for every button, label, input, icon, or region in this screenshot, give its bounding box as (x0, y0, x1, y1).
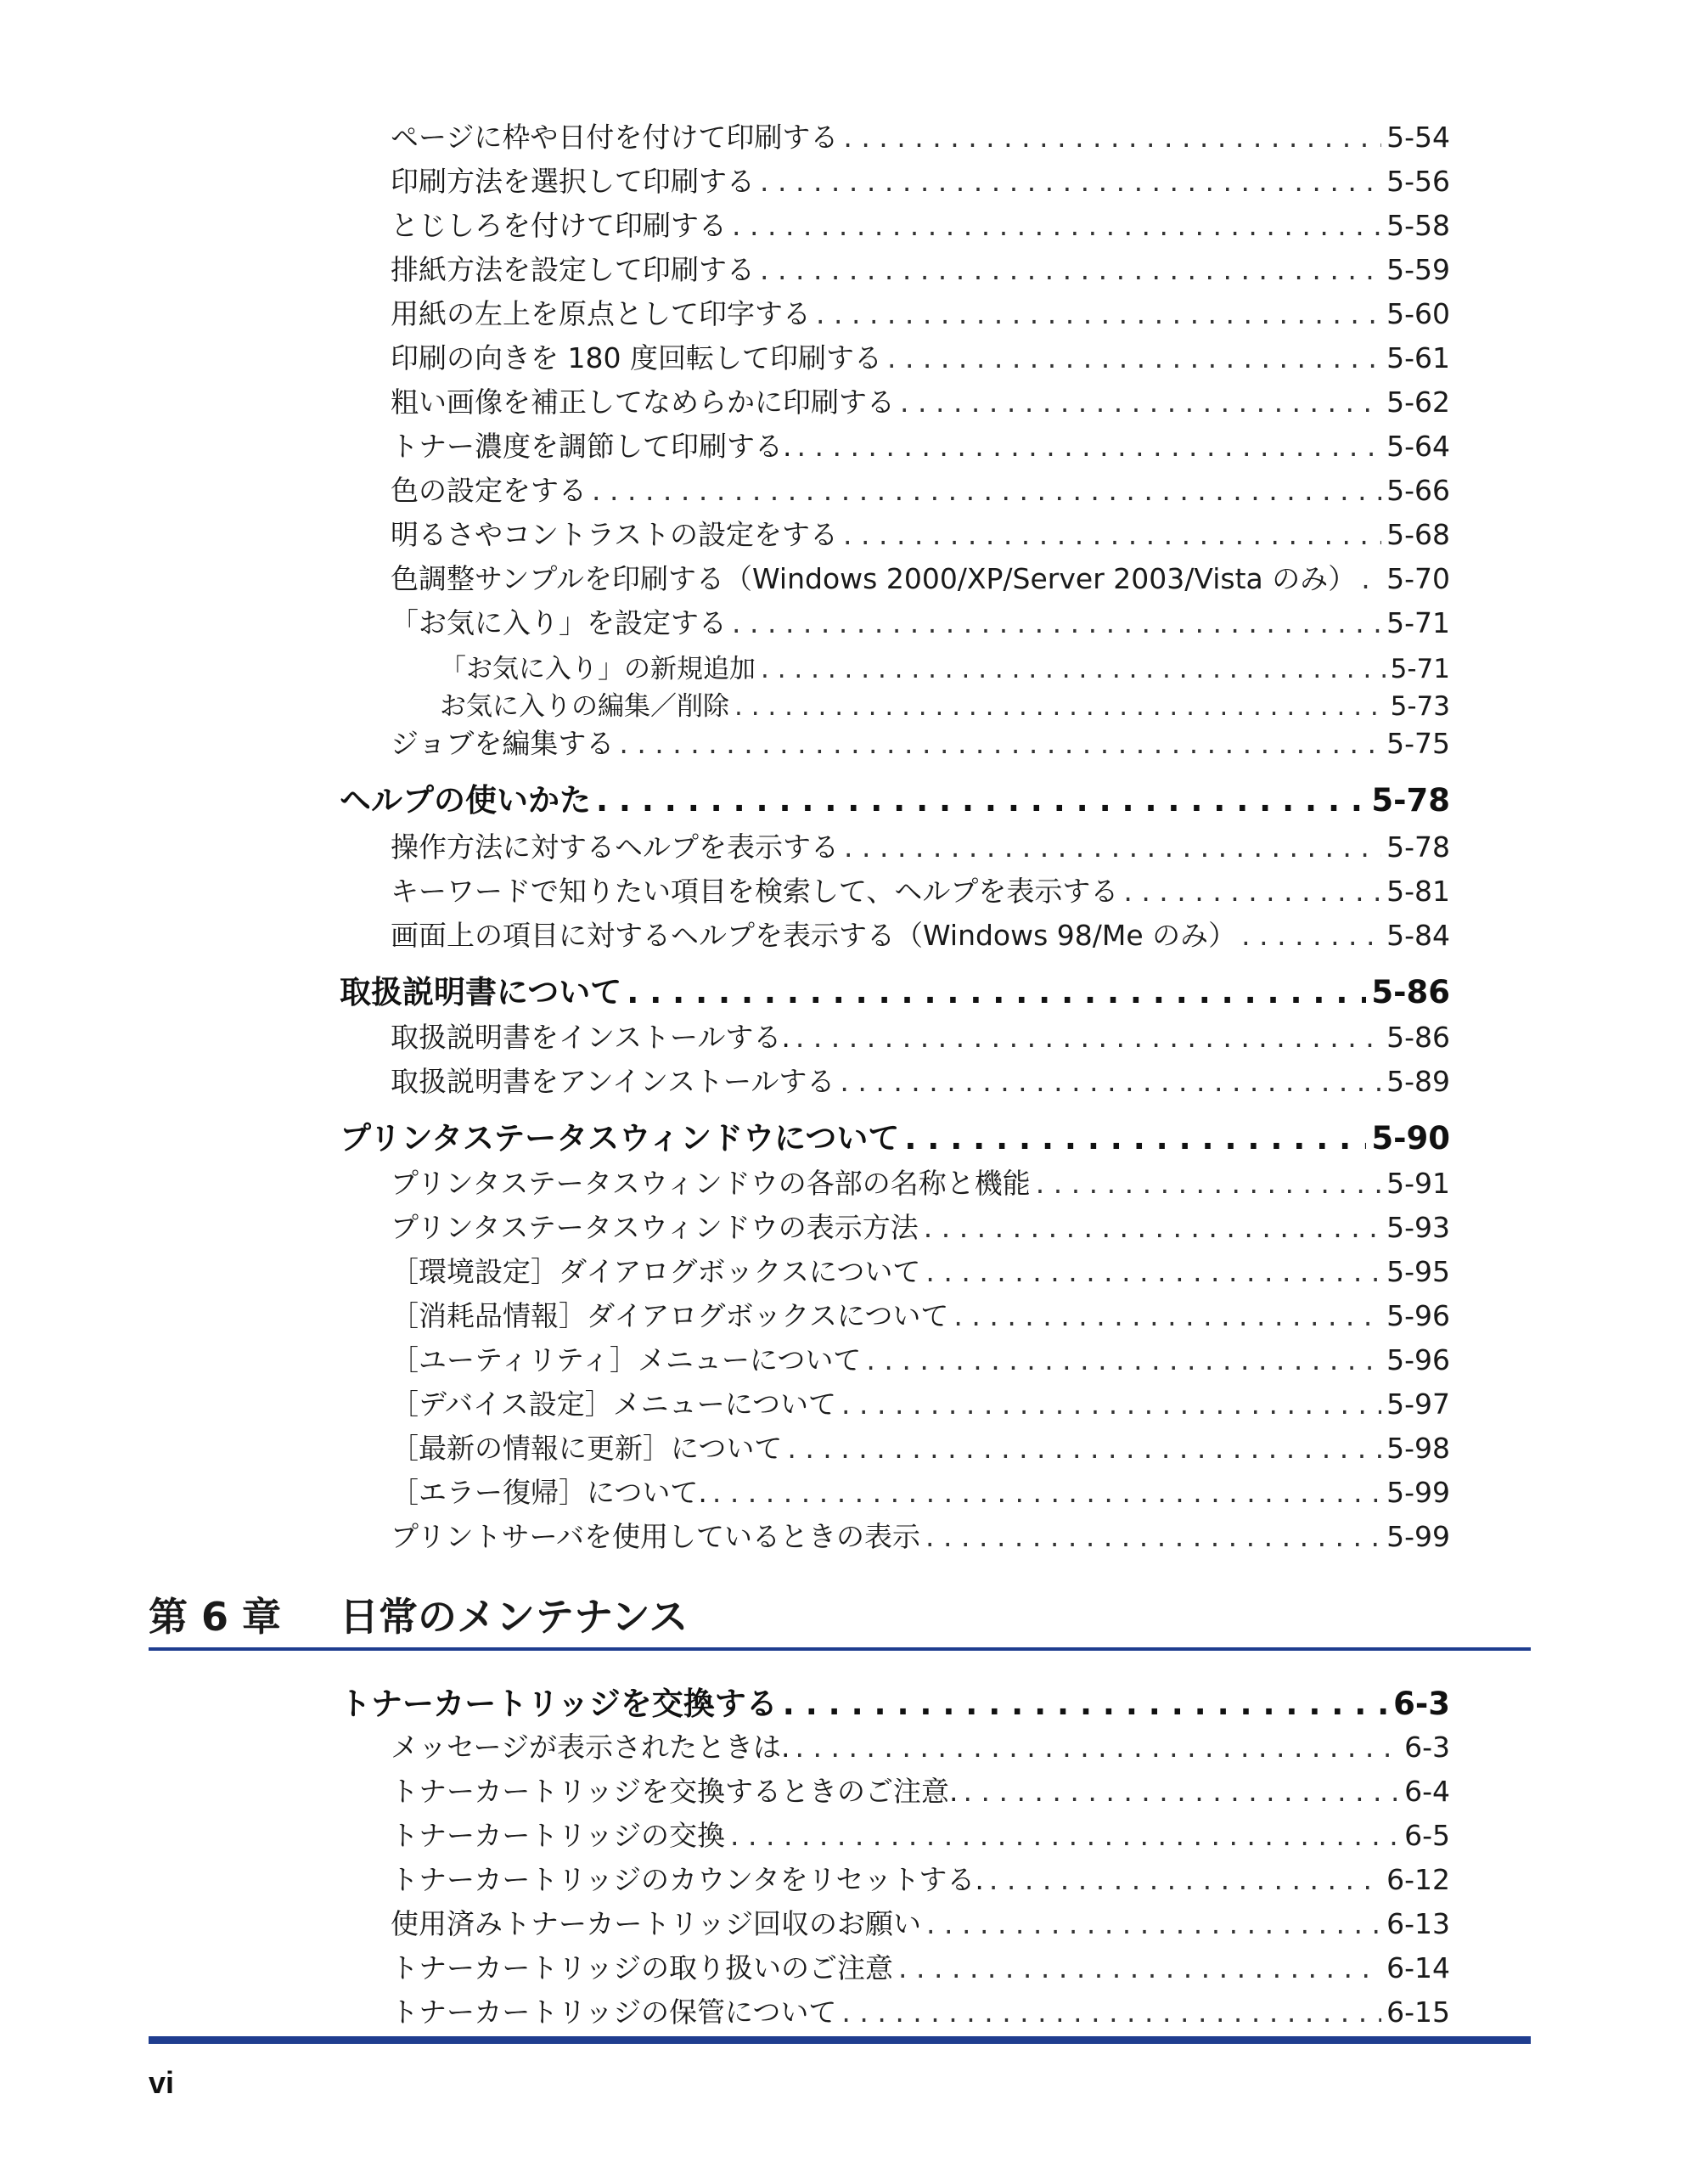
toc-entry-page: 5-98 (1386, 1432, 1450, 1464)
toc-entry-page: 5-96 (1386, 1343, 1450, 1376)
dot-leader (797, 430, 1382, 462)
toc-entry-title: 「お気に入り」の新規追加 (440, 654, 756, 681)
dot-leader (887, 341, 1381, 374)
toc-subentry[interactable] (440, 684, 1450, 718)
toc-section-page: 5-78 (1371, 782, 1450, 817)
toc-entry[interactable] (391, 1725, 1450, 1763)
toc-entry-page: 5-62 (1386, 386, 1450, 418)
toc-entry-page: 5-78 (1386, 830, 1450, 863)
toc-entry[interactable] (391, 914, 1450, 951)
toc-entry[interactable] (391, 1814, 1450, 1851)
toc-section-page: 5-86 (1371, 974, 1450, 1009)
toc-entry-page: 5-84 (1386, 919, 1450, 951)
chapter-number: 第 6 章 (149, 1594, 282, 1640)
toc-entry-page: 5-56 (1386, 165, 1450, 197)
toc-entry-title: 色調整サンプルを印刷する（Windows 2000/XP/Server 2003/Vista のみ） (391, 562, 1357, 594)
toc-section[interactable] (340, 1678, 1450, 1720)
toc-entry-title: プリンタステータスウィンドウの表示方法 (391, 1211, 919, 1243)
toc-entry-page: 6-14 (1386, 1951, 1450, 1984)
dot-leader (841, 1995, 1381, 2028)
dot-leader (730, 1819, 1399, 1851)
toc-entry-title: 使用済みトナーカートリッジ回収のお願い (391, 1907, 922, 1939)
dot-leader (1123, 875, 1381, 907)
toc-entry-page: 6-15 (1386, 1995, 1450, 2028)
toc-section-title: 取扱説明書について (340, 974, 622, 1009)
toc-entry[interactable] (391, 1294, 1450, 1331)
toc-entry-title: トナーカートリッジのカウンタをリセットする. (391, 1863, 984, 1895)
toc-entry-page: 5-66 (1386, 474, 1450, 506)
toc-entry-title: メッセージが表示されたときは. (391, 1731, 790, 1763)
toc-section-page: 5-90 (1371, 1120, 1450, 1155)
toc-section-title: トナーカートリッジを交換する (340, 1686, 778, 1720)
toc-entry[interactable] (391, 870, 1450, 907)
dot-leader (964, 1775, 1400, 1807)
toc-entry[interactable] (391, 825, 1450, 863)
dot-leader (1036, 1167, 1381, 1199)
toc-entry-title: とじしろを付けて印刷する (391, 209, 727, 241)
toc-entry[interactable] (391, 469, 1450, 506)
toc-entry[interactable] (391, 1206, 1450, 1243)
toc-entry-page: 6-12 (1386, 1863, 1450, 1895)
toc-section[interactable] (340, 966, 1450, 1009)
toc-entry[interactable] (391, 1946, 1450, 1984)
toc-section-page: 6-3 (1393, 1686, 1450, 1720)
toc-entry-page: 6-4 (1404, 1775, 1450, 1807)
toc-entry-page: 5-59 (1386, 253, 1450, 285)
toc-entry[interactable] (391, 380, 1450, 418)
toc-entry-title: 操作方法に対するヘルプを表示する (391, 830, 839, 863)
dot-leader (924, 1211, 1381, 1243)
toc-entry-title: ［環境設定］ダイアログボックスについて (391, 1255, 921, 1287)
page-number: vi (149, 2065, 175, 2100)
dot-leader (843, 121, 1381, 153)
dot-leader (840, 1065, 1381, 1097)
dot-leader (1361, 562, 1381, 594)
toc-section[interactable] (340, 774, 1450, 817)
dot-leader (866, 1343, 1381, 1376)
dot-leader (900, 386, 1381, 418)
toc-entry-page: 5-71 (1390, 654, 1450, 681)
toc-entry-page: 5-70 (1386, 562, 1450, 594)
toc-entry-title: ページに枠や日付を付けて印刷する (391, 121, 839, 153)
dot-leader (627, 974, 1366, 1009)
toc-entry-page: 6-5 (1404, 1819, 1450, 1851)
toc-entry[interactable] (391, 722, 1450, 759)
toc-entry-title: 取扱説明書をインストールする. (391, 1021, 790, 1053)
toc-entry-title: ジョブを編集する (391, 727, 615, 759)
toc-entry-title: 印刷方法を選択して印刷する (391, 165, 755, 197)
footer-rule (149, 2036, 1531, 2044)
dot-leader (712, 1476, 1381, 1508)
toc-entry-page: 5-93 (1386, 1211, 1450, 1243)
toc-entry-title: 明るさやコントラストの設定をする (391, 518, 839, 550)
toc-entry[interactable] (391, 601, 1450, 639)
toc-entry-title: 取扱説明書をアンインストールする (391, 1065, 835, 1097)
dot-leader (953, 1299, 1381, 1331)
toc-entry-title: ［消耗品情報］ダイアログボックスについて (391, 1299, 949, 1331)
dot-leader (760, 253, 1381, 285)
toc-entry-title: プリンタステータスウィンドウの各部の名称と機能 (391, 1167, 1031, 1199)
toc-entry-page: 5-60 (1386, 297, 1450, 329)
toc-entry[interactable] (391, 115, 1450, 153)
toc-entry[interactable] (391, 1016, 1450, 1053)
toc-entry[interactable] (391, 557, 1450, 594)
toc-entry[interactable] (391, 160, 1450, 197)
toc-entry[interactable] (391, 425, 1450, 462)
toc-entry-page: 5-91 (1386, 1167, 1450, 1199)
toc-section-title: プリンタステータスウィンドウについて (340, 1120, 900, 1155)
toc-entry[interactable] (391, 1338, 1450, 1376)
toc-entry[interactable] (391, 1990, 1450, 2028)
toc-entry-page: 5-54 (1386, 121, 1450, 153)
toc-entry-page: 5-95 (1386, 1255, 1450, 1287)
toc-entry[interactable] (391, 1427, 1450, 1464)
toc-entry-page: 5-81 (1386, 875, 1450, 907)
toc-entry-title: キーワードで知りたい項目を検索して、ヘルプを表示する (391, 875, 1119, 907)
dot-leader (925, 1255, 1381, 1287)
dot-leader (787, 1432, 1381, 1464)
dot-leader (816, 297, 1381, 329)
toc-entry[interactable] (391, 1471, 1450, 1508)
toc-entry-page: 6-13 (1386, 1907, 1450, 1939)
toc-section-title: ヘルプの使いかた (340, 782, 591, 817)
toc-entry-title: ［ユーティリティ］メニューについて (391, 1343, 862, 1376)
toc-entry-title: トナーカートリッジの取り扱いのご注意 (391, 1951, 894, 1984)
toc-entry-title: ［デバイス設定］メニューについて (391, 1388, 837, 1420)
toc-entry[interactable] (391, 513, 1450, 550)
toc-entry[interactable] (391, 336, 1450, 374)
chapter-rule (149, 1647, 1531, 1651)
toc-entry[interactable] (391, 1770, 1450, 1807)
toc-entry-page: 5-75 (1386, 727, 1450, 759)
toc-entry-title: ［エラー復帰］について. (391, 1476, 707, 1508)
toc-entry-title: 用紙の左上を原点として印字する (391, 297, 811, 329)
toc-entry-page: 5-64 (1386, 430, 1450, 462)
dot-leader (783, 1686, 1388, 1720)
toc-entry-title: 粗い画像を補正してなめらかに印刷する (391, 386, 895, 418)
toc-entry-page: 5-99 (1386, 1520, 1450, 1552)
dot-leader (734, 691, 1386, 718)
dot-leader (925, 1520, 1381, 1552)
toc-entry-page: 5-71 (1386, 606, 1450, 639)
toc-section[interactable] (340, 1112, 1450, 1155)
dot-leader (1241, 919, 1381, 951)
dot-leader (592, 474, 1381, 506)
chapter-title: 日常のメンテナンス (340, 1594, 689, 1640)
toc-entry[interactable] (391, 1858, 1450, 1895)
toc-entry[interactable] (391, 1250, 1450, 1287)
toc-entry[interactable] (391, 292, 1450, 329)
dot-leader (989, 1863, 1381, 1895)
dot-leader (732, 606, 1381, 639)
dot-leader (796, 1731, 1400, 1763)
toc-entry[interactable] (391, 1515, 1450, 1552)
toc-entry-page: 5-86 (1386, 1021, 1450, 1053)
toc-entry-title: お気に入りの編集／削除 (440, 691, 729, 718)
dot-leader (760, 165, 1381, 197)
toc-entry-page: 5-89 (1386, 1065, 1450, 1097)
toc-entry-page: 5-58 (1386, 209, 1450, 241)
toc-entry-title: トナーカートリッジの交換 (391, 1819, 726, 1851)
toc-entry-page: 5-96 (1386, 1299, 1450, 1331)
toc-entry[interactable] (391, 1902, 1450, 1939)
toc-entry-title: 排紙方法を設定して印刷する (391, 253, 755, 285)
toc-entry-page: 5-73 (1390, 691, 1450, 718)
toc-subentry[interactable] (440, 647, 1450, 681)
dot-leader (843, 518, 1381, 550)
toc-entry-title: 「お気に入り」を設定する (391, 606, 727, 639)
toc-entry-title: 画面上の項目に対するヘルプを表示する（Windows 98/Me のみ） (391, 919, 1237, 951)
toc-entry[interactable] (391, 248, 1450, 285)
toc-entry-page: 5-68 (1386, 518, 1450, 550)
toc-entry-page: 5-61 (1386, 341, 1450, 374)
toc-entry-title: 色の設定をする (391, 474, 587, 506)
toc-entry[interactable] (391, 1162, 1450, 1199)
dot-leader (761, 654, 1386, 681)
toc-entry-title: プリントサーバを使用しているときの表示 (391, 1520, 921, 1552)
dot-leader (732, 209, 1381, 241)
dot-leader (926, 1907, 1381, 1939)
dot-leader (898, 1951, 1381, 1984)
dot-leader (904, 1120, 1366, 1155)
dot-leader (596, 782, 1366, 817)
toc-entry-page: 6-3 (1404, 1731, 1450, 1763)
toc-entry-title: トナー濃度を調節して印刷する. (391, 430, 792, 462)
dot-leader (796, 1021, 1381, 1053)
toc-entry-title: トナーカートリッジを交換するときのご注意. (391, 1775, 959, 1807)
dot-leader (841, 1388, 1381, 1420)
toc-entry-page: 5-97 (1386, 1388, 1450, 1420)
toc-entry[interactable] (391, 204, 1450, 241)
toc-entry-title: トナーカートリッジの保管について (391, 1995, 837, 2028)
toc-entry-title: ［最新の情報に更新］について (391, 1432, 783, 1464)
toc-entry-page: 5-99 (1386, 1476, 1450, 1508)
toc-entry-title: 印刷の向きを 180 度回転して印刷する (391, 341, 882, 374)
dot-leader (844, 830, 1381, 863)
toc-entry[interactable] (391, 1060, 1450, 1097)
dot-leader (619, 727, 1381, 759)
toc-entry[interactable] (391, 1382, 1450, 1420)
